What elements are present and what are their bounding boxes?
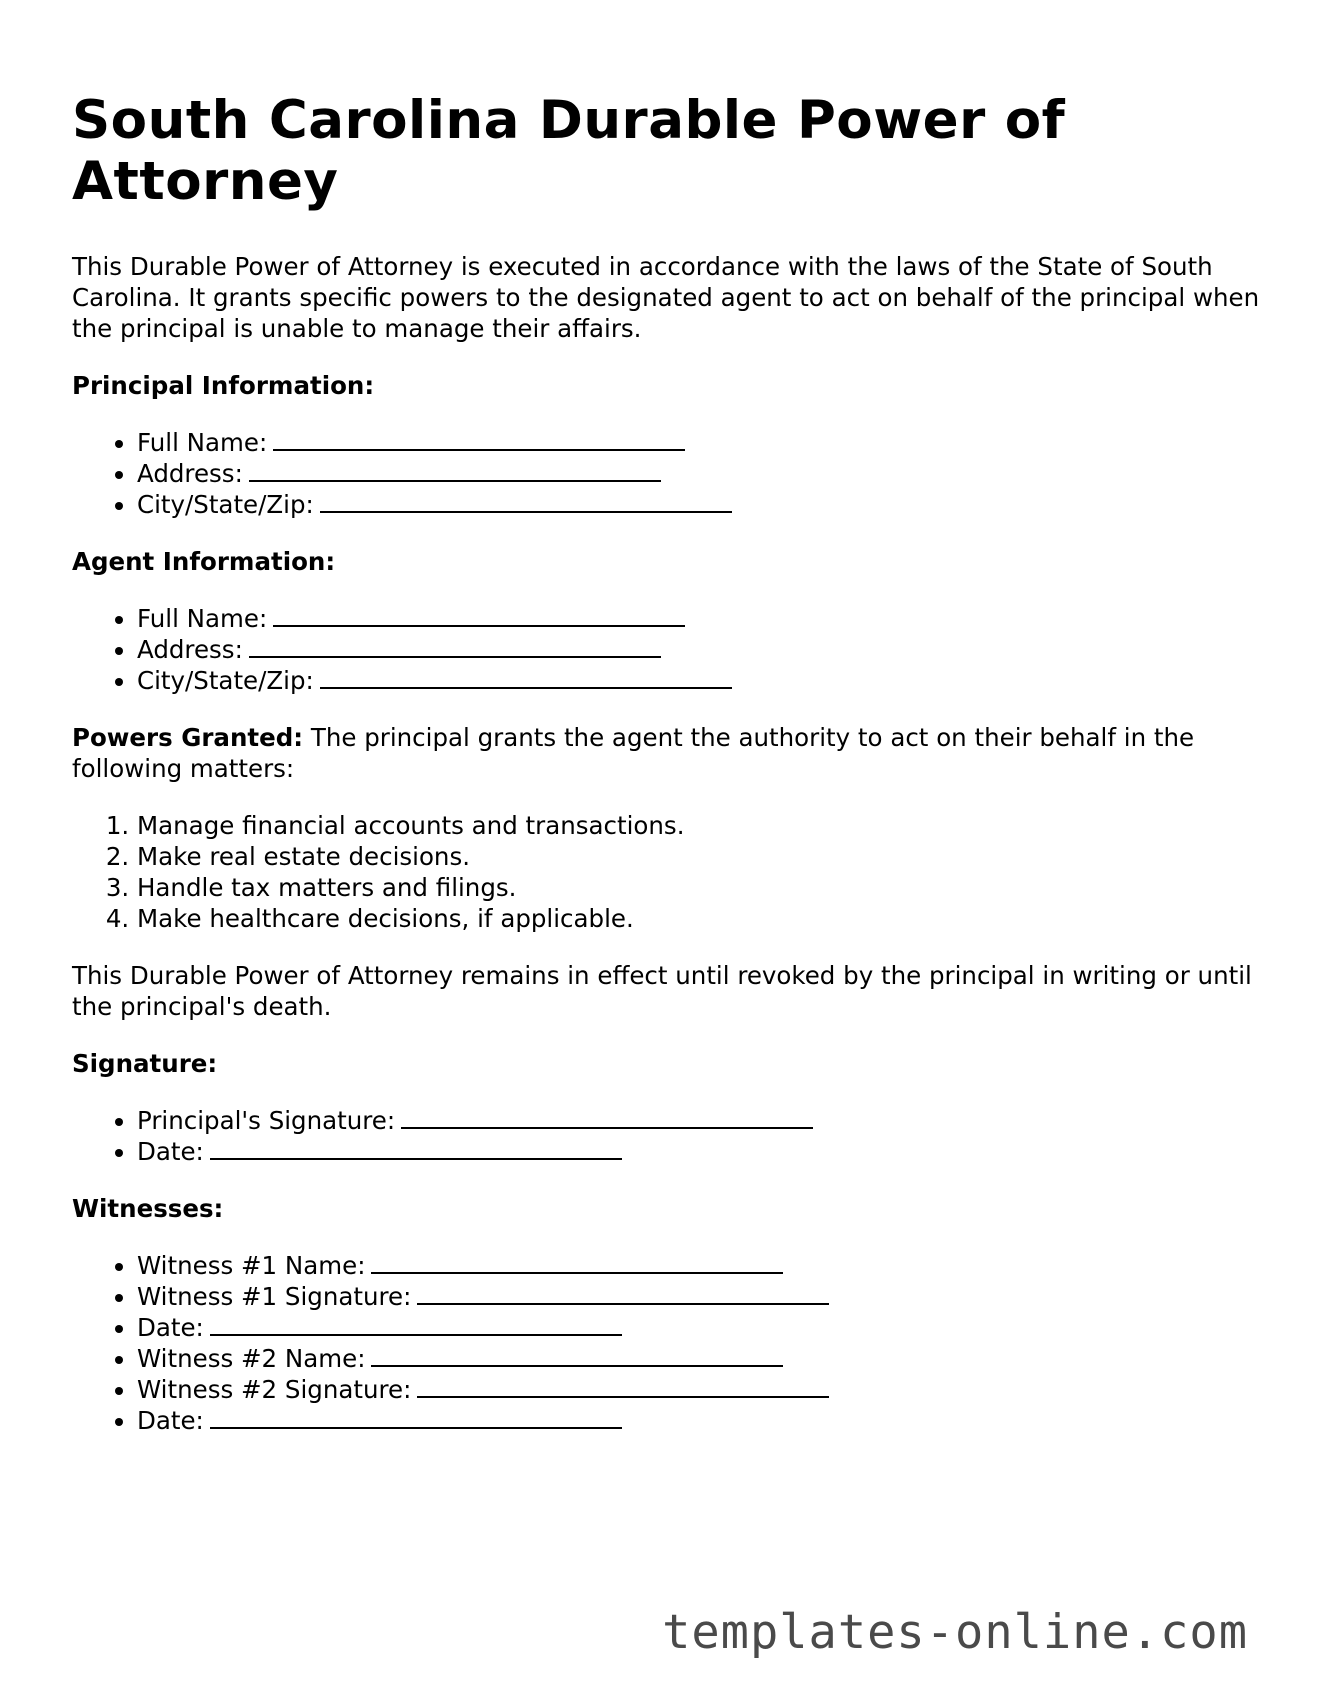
blank-line bbox=[320, 489, 732, 513]
signature-fields bbox=[72, 1105, 1262, 1167]
list-item: 3. Handle tax matters and filings. bbox=[137, 872, 1262, 903]
witness-1-name-field: • Witness #1 Name: bbox=[137, 1250, 1262, 1281]
witnesses-heading: Witnesses: bbox=[72, 1194, 224, 1223]
principal-fields bbox=[72, 427, 1262, 520]
witness-1-date-field: • Date: bbox=[137, 1312, 1262, 1343]
signature-date-field: • Date: bbox=[137, 1136, 1262, 1167]
blank-line bbox=[210, 1312, 622, 1336]
agent-full-name-field: • Full Name: bbox=[137, 603, 1262, 634]
principal-signature-field: • Principal's Signature: bbox=[137, 1105, 1262, 1136]
blank-line bbox=[273, 603, 685, 627]
powers-heading: Powers Granted: bbox=[72, 723, 304, 752]
agent-fields bbox=[72, 603, 1262, 696]
blank-line bbox=[371, 1343, 783, 1367]
intro-paragraph: This Durable Power of Attorney is executed in accordance with the laws of the State of South Carolina. It grants specific powers to the designated agent to act on behalf of the principal when the principal is unable to manage their affairs. bbox=[72, 252, 1260, 343]
powers-list bbox=[72, 810, 1262, 934]
document-page bbox=[72, 90, 1262, 1462]
witness-2-name-field: • Witness #2 Name: bbox=[137, 1343, 1262, 1374]
witnesses-fields bbox=[72, 1250, 1262, 1436]
agent-address-field: • Address: bbox=[137, 634, 1262, 665]
blank-line bbox=[249, 458, 661, 482]
blank-line bbox=[210, 1405, 622, 1429]
principal-city-state-zip-field: • City/State/Zip: bbox=[137, 489, 1262, 520]
agent-heading: Agent Information: bbox=[72, 547, 336, 576]
principal-full-name-field: • Full Name: bbox=[137, 427, 1262, 458]
principal-address-field: • Address: bbox=[137, 458, 1262, 489]
blank-line bbox=[210, 1136, 622, 1160]
list-item: 4. Make healthcare decisions, if applicable. bbox=[137, 903, 1262, 934]
blank-line bbox=[417, 1281, 829, 1305]
witness-2-date-field: • Date: bbox=[137, 1405, 1262, 1436]
blank-line bbox=[249, 634, 661, 658]
document-title: South Carolina Durable Power of Attorney bbox=[72, 90, 1066, 212]
signature-heading: Signature: bbox=[72, 1049, 218, 1078]
principal-heading: Principal Information: bbox=[72, 371, 375, 400]
witness-1-signature-field: • Witness #1 Signature: bbox=[137, 1281, 1262, 1312]
blank-line bbox=[401, 1105, 813, 1129]
blank-line bbox=[371, 1250, 783, 1274]
list-item: 1. Manage financial accounts and transactions. bbox=[137, 810, 1262, 841]
blank-line bbox=[417, 1374, 829, 1398]
blank-line bbox=[320, 665, 732, 689]
list-item: 2. Make real estate decisions. bbox=[137, 841, 1262, 872]
powers-text: The principal grants the agent the authority to act on their behalf in the following matters: bbox=[72, 723, 1195, 783]
duration-paragraph: This Durable Power of Attorney remains in effect until revoked by the principal in writing or until the principal's death. bbox=[72, 961, 1252, 1021]
agent-city-state-zip-field: • City/State/Zip: bbox=[137, 665, 1262, 696]
witness-2-signature-field: • Witness #2 Signature: bbox=[137, 1374, 1262, 1405]
blank-line bbox=[273, 427, 685, 451]
watermark-text: templates-online.com bbox=[662, 1605, 1248, 1660]
powers-paragraph bbox=[72, 722, 1262, 784]
